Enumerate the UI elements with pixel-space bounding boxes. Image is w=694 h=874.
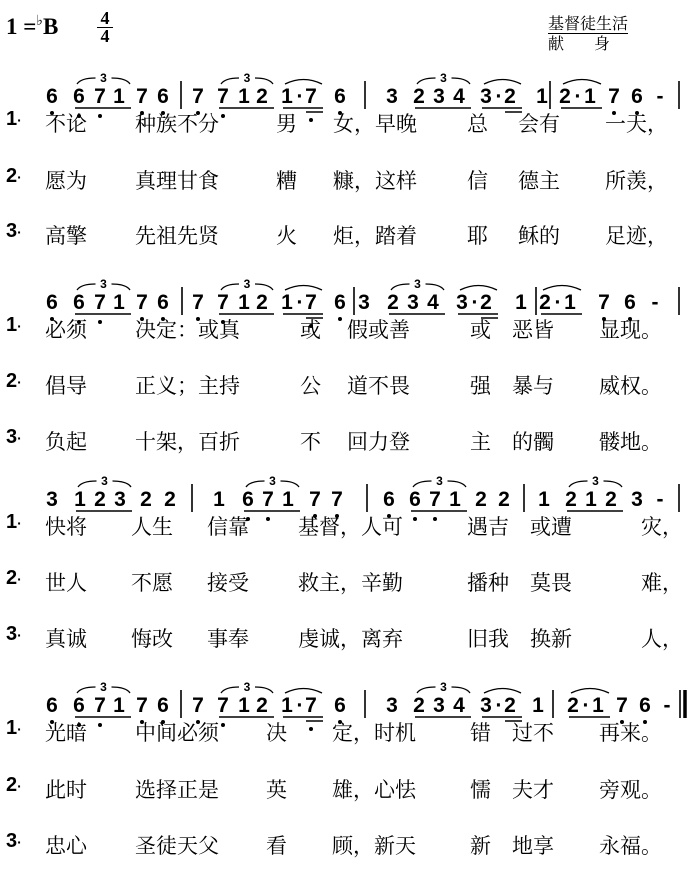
note: 6 bbox=[631, 85, 643, 108]
lyric-word: 男 bbox=[276, 112, 297, 136]
tuplet-number: 3 bbox=[100, 680, 107, 694]
lyric-word: 道不畏 bbox=[347, 374, 410, 398]
note: 3 bbox=[433, 85, 445, 108]
note: 4 bbox=[427, 291, 439, 314]
lyric-word: 救主，辛勤 bbox=[298, 571, 403, 595]
note: 7 bbox=[136, 694, 148, 717]
lyric-word: 真诚 bbox=[45, 627, 87, 651]
note: 7 bbox=[94, 85, 106, 108]
note: 1 bbox=[592, 694, 604, 717]
lyric-word: 暴与 bbox=[512, 374, 554, 398]
verse-number-digit: 1 bbox=[6, 314, 18, 336]
note: 6 bbox=[46, 85, 58, 108]
note: 1 bbox=[536, 85, 548, 108]
verse-number-digit: 2 bbox=[6, 774, 18, 796]
note: 3 bbox=[386, 85, 398, 108]
time-signature-bottom: 4 bbox=[100, 26, 110, 46]
tuplet-number: 3 bbox=[269, 474, 276, 488]
note: 3 bbox=[386, 694, 398, 717]
tuplet-number: 3 bbox=[243, 71, 251, 85]
verse-number bbox=[6, 426, 22, 449]
note: 1 bbox=[281, 85, 293, 108]
note: 2 bbox=[498, 488, 510, 511]
lyric-word: 接受 bbox=[207, 571, 249, 595]
note: 4 bbox=[453, 694, 465, 717]
lyric-word: 懦 bbox=[470, 778, 491, 802]
lyric-word: 愿为 bbox=[45, 169, 87, 193]
note: 6 bbox=[334, 291, 346, 314]
note: 1 bbox=[282, 488, 294, 511]
lyric-word: 十架，百折 bbox=[135, 430, 240, 454]
note: 7 bbox=[192, 291, 204, 314]
slur-arc bbox=[571, 689, 609, 694]
verse-number-digit: 3 bbox=[6, 623, 18, 645]
lyric-word: 圣徒天父 bbox=[135, 834, 219, 858]
subcategory-char-2: 身 bbox=[594, 34, 611, 53]
lyric-word: 所羡， bbox=[605, 169, 668, 193]
lyric-word: 的髑 bbox=[512, 430, 554, 454]
note: 1 bbox=[238, 694, 250, 717]
note: 6 bbox=[157, 694, 169, 717]
verse-number-digit: 3 bbox=[6, 830, 18, 852]
note: 6 bbox=[242, 488, 254, 511]
lyric-word: 一天， bbox=[605, 112, 668, 136]
lyric-word: 髅地。 bbox=[599, 430, 662, 454]
lyric-word: 总 bbox=[467, 112, 488, 136]
lyric-word: 错 bbox=[470, 721, 491, 745]
verse-number bbox=[6, 220, 22, 243]
lyric-word: 高擎 bbox=[45, 224, 87, 248]
lyric-word: 倡导 bbox=[45, 374, 87, 398]
lyric-word: 快将 bbox=[45, 515, 87, 539]
lyric-word: 中间必须 bbox=[135, 721, 219, 745]
verse-number-digit: 3 bbox=[6, 426, 18, 448]
lyric-word: 再来。 bbox=[599, 721, 662, 745]
note: 2 bbox=[475, 488, 487, 511]
note: · bbox=[554, 291, 562, 314]
note: 2 bbox=[565, 488, 577, 511]
lyric-word: 难， bbox=[641, 571, 683, 595]
note: 2 bbox=[480, 291, 492, 314]
note: 3 bbox=[46, 488, 58, 511]
lyric-word: 悔改 bbox=[131, 627, 173, 651]
note: 2 bbox=[387, 291, 399, 314]
note: 2 bbox=[559, 85, 571, 108]
lyric-row bbox=[0, 370, 694, 400]
verse-number-dot: · bbox=[17, 430, 22, 446]
verse-number bbox=[6, 623, 22, 646]
note: 7 bbox=[192, 694, 204, 717]
note: 1 bbox=[584, 85, 596, 108]
note: 1 bbox=[532, 694, 544, 717]
tuplet-number: 3 bbox=[243, 277, 251, 291]
lyric-word: 必须 bbox=[45, 318, 87, 342]
lyric-word: 人， bbox=[641, 627, 683, 651]
note: 1 bbox=[449, 488, 461, 511]
note: 7 bbox=[305, 694, 317, 717]
note: 3 bbox=[114, 488, 126, 511]
lyric-word: 或 bbox=[300, 318, 321, 342]
note: 1 bbox=[238, 85, 250, 108]
lyric-word: 主 bbox=[470, 430, 491, 454]
lyric-word: 或 bbox=[470, 318, 491, 342]
tuplet-number: 3 bbox=[440, 680, 447, 694]
note: 6 bbox=[639, 694, 651, 717]
tuplet-number: 3 bbox=[100, 71, 107, 85]
note: 7 bbox=[616, 694, 628, 717]
lyric-word: 真理甘食 bbox=[135, 169, 219, 193]
note: 3 bbox=[480, 694, 492, 717]
lyric-word: 公 bbox=[300, 374, 321, 398]
lyric-word: 不 bbox=[300, 430, 321, 454]
lyric-word: 威权。 bbox=[599, 374, 662, 398]
note: 1 bbox=[74, 488, 86, 511]
category-label: 基督徒生活 bbox=[548, 14, 629, 33]
lyric-row bbox=[0, 165, 694, 195]
lyric-word: 光暗 bbox=[45, 721, 87, 745]
note: 2 bbox=[256, 694, 268, 717]
lyric-row bbox=[0, 314, 694, 344]
tuplet-number: 3 bbox=[592, 474, 599, 488]
note: · bbox=[296, 291, 304, 314]
note: 7 bbox=[136, 291, 148, 314]
lyric-word: 人生 bbox=[131, 515, 173, 539]
lyric-word: 换新 bbox=[530, 627, 572, 651]
lyric-word: 显现。 bbox=[599, 318, 662, 342]
note: 7 bbox=[305, 85, 317, 108]
note: · bbox=[495, 85, 503, 108]
lyric-word: 顾，新天 bbox=[332, 834, 416, 858]
lyric-word: 种族不分 bbox=[135, 112, 219, 136]
subcategory-char-1: 献 bbox=[548, 34, 565, 53]
lyric-word: 永福。 bbox=[599, 834, 662, 858]
note: · bbox=[296, 85, 304, 108]
note: 7 bbox=[217, 291, 229, 314]
note: 7 bbox=[598, 291, 610, 314]
verse-number-digit: 1 bbox=[6, 717, 18, 739]
slur-arc bbox=[285, 286, 322, 291]
verse-number bbox=[6, 511, 22, 534]
lyric-row bbox=[0, 830, 694, 860]
note: 1 bbox=[515, 291, 527, 314]
note: 2 bbox=[504, 694, 516, 717]
note: 1 bbox=[281, 291, 293, 314]
note: - bbox=[651, 291, 659, 314]
verse-number bbox=[6, 567, 22, 590]
lyric-word: 选择正是 bbox=[135, 778, 219, 802]
note: 2 bbox=[94, 488, 106, 511]
note: 2 bbox=[605, 488, 617, 511]
lyric-word: 强 bbox=[470, 374, 491, 398]
lyric-word: 火 bbox=[276, 224, 297, 248]
note: 7 bbox=[331, 488, 343, 511]
lyric-word: 德主 bbox=[518, 169, 560, 193]
note: · bbox=[296, 694, 304, 717]
tuplet-number: 3 bbox=[414, 277, 421, 291]
note: 6 bbox=[73, 291, 85, 314]
lyric-word: 新 bbox=[470, 834, 491, 858]
note: 7 bbox=[136, 85, 148, 108]
lyric-word: 播种 bbox=[467, 571, 509, 595]
verse-number-dot: · bbox=[17, 318, 22, 334]
verse-number-dot: · bbox=[17, 834, 22, 850]
verse-number bbox=[6, 108, 22, 131]
lyric-word: 基督，人可 bbox=[298, 515, 403, 539]
note: · bbox=[582, 694, 590, 717]
note: 7 bbox=[94, 291, 106, 314]
note: 3 bbox=[358, 291, 370, 314]
note: 3 bbox=[407, 291, 419, 314]
note: 1 bbox=[238, 291, 250, 314]
slur-arc bbox=[285, 689, 322, 694]
verse-number bbox=[6, 717, 22, 740]
lyric-word: 糠，这样 bbox=[333, 169, 417, 193]
lyric-row bbox=[0, 567, 694, 597]
lyric-word: 此时 bbox=[45, 778, 87, 802]
verse-number-dot: · bbox=[17, 721, 22, 737]
lyric-word: 遇吉 bbox=[467, 515, 509, 539]
note: 3 bbox=[480, 85, 492, 108]
lyric-word: 炬，踏着 bbox=[333, 224, 417, 248]
note: - bbox=[656, 488, 664, 511]
lyric-row bbox=[0, 623, 694, 653]
lyric-word: 恶皆 bbox=[512, 318, 554, 342]
tuplet-number: 3 bbox=[440, 71, 447, 85]
verse-number-dot: · bbox=[17, 627, 22, 643]
note: 2 bbox=[256, 291, 268, 314]
lyric-word: 稣的 bbox=[518, 224, 560, 248]
note: 6 bbox=[409, 488, 421, 511]
lyric-word: 信靠 bbox=[207, 515, 249, 539]
note: 2 bbox=[567, 694, 579, 717]
lyric-word: 旁观。 bbox=[599, 778, 662, 802]
lyric-word: 负起 bbox=[45, 430, 87, 454]
lyric-word: 先祖先贤 bbox=[135, 224, 219, 248]
lyric-word: 雄，心怯 bbox=[332, 778, 416, 802]
note: 7 bbox=[608, 85, 620, 108]
lyric-word: 旧我 bbox=[467, 627, 509, 651]
verse-number-digit: 1 bbox=[6, 108, 18, 130]
lyric-word: 耶 bbox=[467, 224, 488, 248]
verse-number-digit: 2 bbox=[6, 165, 18, 187]
lyric-word: 回力登 bbox=[347, 430, 410, 454]
note: 6 bbox=[46, 694, 58, 717]
verse-number-digit: 3 bbox=[6, 220, 18, 242]
verse-number bbox=[6, 830, 22, 853]
lyric-word: 看 bbox=[266, 834, 287, 858]
note: 7 bbox=[217, 694, 229, 717]
lyric-row bbox=[0, 717, 694, 747]
tuplet-number: 3 bbox=[100, 277, 107, 291]
note: 2 bbox=[164, 488, 176, 511]
tuplet-number: 3 bbox=[436, 474, 443, 488]
lyric-word: 正义；主持 bbox=[135, 374, 240, 398]
lyric-word: 莫畏 bbox=[530, 571, 572, 595]
note: 2 bbox=[256, 85, 268, 108]
lyric-word: 定，时机 bbox=[332, 721, 416, 745]
note: 7 bbox=[192, 85, 204, 108]
lyric-row bbox=[0, 426, 694, 456]
lyric-row bbox=[0, 511, 694, 541]
note: 1 bbox=[113, 291, 125, 314]
verse-number-dot: · bbox=[17, 224, 22, 240]
lyric-word: 足迹， bbox=[605, 224, 668, 248]
slur-arc bbox=[563, 80, 601, 85]
time-signature-top: 4 bbox=[100, 8, 110, 28]
flat-sign-icon: ♭ bbox=[36, 14, 43, 29]
note: 6 bbox=[334, 694, 346, 717]
note: 3 bbox=[631, 488, 643, 511]
slur-arc bbox=[484, 80, 521, 85]
verse-number-digit: 2 bbox=[6, 370, 18, 392]
note: 6 bbox=[46, 291, 58, 314]
note: 2 bbox=[413, 85, 425, 108]
note: 6 bbox=[383, 488, 395, 511]
lyric-word: 忠心 bbox=[45, 834, 87, 858]
note: 7 bbox=[262, 488, 274, 511]
lyric-word: 地享 bbox=[512, 834, 554, 858]
note: 4 bbox=[453, 85, 465, 108]
lyric-row bbox=[0, 108, 694, 138]
slur-arc bbox=[285, 80, 322, 85]
note: 6 bbox=[624, 291, 636, 314]
slur-arc bbox=[543, 286, 581, 291]
key-note: B bbox=[42, 14, 59, 39]
lyric-word: 英 bbox=[266, 778, 287, 802]
verse-number-digit: 2 bbox=[6, 567, 18, 589]
lyric-row bbox=[0, 774, 694, 804]
note: 7 bbox=[217, 85, 229, 108]
note: 7 bbox=[429, 488, 441, 511]
verse-number bbox=[6, 165, 22, 188]
verse-number-dot: · bbox=[17, 169, 22, 185]
note: 6 bbox=[334, 85, 346, 108]
verse-number-dot: · bbox=[17, 515, 22, 531]
verse-number-dot: · bbox=[17, 778, 22, 794]
note: 6 bbox=[157, 291, 169, 314]
note: 7 bbox=[309, 488, 321, 511]
note: 1 bbox=[538, 488, 550, 511]
note: 1 bbox=[281, 694, 293, 717]
slur-arc bbox=[484, 689, 521, 694]
note: · bbox=[495, 694, 503, 717]
verse-number bbox=[6, 370, 22, 393]
verse-number-dot: · bbox=[17, 112, 22, 128]
verse-number bbox=[6, 314, 22, 337]
note: · bbox=[471, 291, 479, 314]
tuplet-number: 3 bbox=[101, 474, 108, 488]
lyric-word: 或遭 bbox=[530, 515, 572, 539]
note: · bbox=[574, 85, 582, 108]
lyric-row bbox=[0, 220, 694, 250]
note: 6 bbox=[157, 85, 169, 108]
note: 3 bbox=[456, 291, 468, 314]
note: 1 bbox=[564, 291, 576, 314]
note: 2 bbox=[413, 694, 425, 717]
lyric-word: 决 bbox=[266, 721, 287, 745]
verse-number bbox=[6, 774, 22, 797]
note: 7 bbox=[305, 291, 317, 314]
note: 6 bbox=[73, 694, 85, 717]
lyric-word: 女，早晚 bbox=[333, 112, 417, 136]
slur-arc bbox=[460, 286, 497, 291]
note: 1 bbox=[113, 85, 125, 108]
lyric-word: 世人 bbox=[45, 571, 87, 595]
lyric-word: 虔诚，离弃 bbox=[298, 627, 403, 651]
note: 2 bbox=[539, 291, 551, 314]
lyric-word: 决定：或真 bbox=[135, 318, 240, 342]
lyric-word: 信 bbox=[467, 169, 488, 193]
note: 1 bbox=[585, 488, 597, 511]
lyric-word: 假或善 bbox=[347, 318, 410, 342]
note: 1 bbox=[113, 694, 125, 717]
verse-number-dot: · bbox=[17, 374, 22, 390]
note: 2 bbox=[504, 85, 516, 108]
note: - bbox=[663, 694, 671, 717]
note: 6 bbox=[73, 85, 85, 108]
note: 1 bbox=[213, 488, 225, 511]
tuplet-number: 3 bbox=[243, 680, 251, 694]
lyric-word: 夫才 bbox=[512, 778, 554, 802]
lyric-word: 不论 bbox=[45, 112, 87, 136]
note: 3 bbox=[433, 694, 445, 717]
lyric-word: 事奉 bbox=[207, 627, 249, 651]
lyric-word: 过不 bbox=[512, 721, 554, 745]
note: - bbox=[656, 85, 664, 108]
note: 7 bbox=[94, 694, 106, 717]
lyric-word: 不愿 bbox=[131, 571, 173, 595]
lyric-word: 糟 bbox=[276, 169, 297, 193]
verse-number-dot: · bbox=[17, 571, 22, 587]
note: 2 bbox=[140, 488, 152, 511]
verse-number-digit: 1 bbox=[6, 511, 18, 533]
key-label: 1 = bbox=[6, 14, 37, 39]
lyric-word: 会有 bbox=[518, 112, 560, 136]
lyric-word: 灾， bbox=[641, 515, 683, 539]
